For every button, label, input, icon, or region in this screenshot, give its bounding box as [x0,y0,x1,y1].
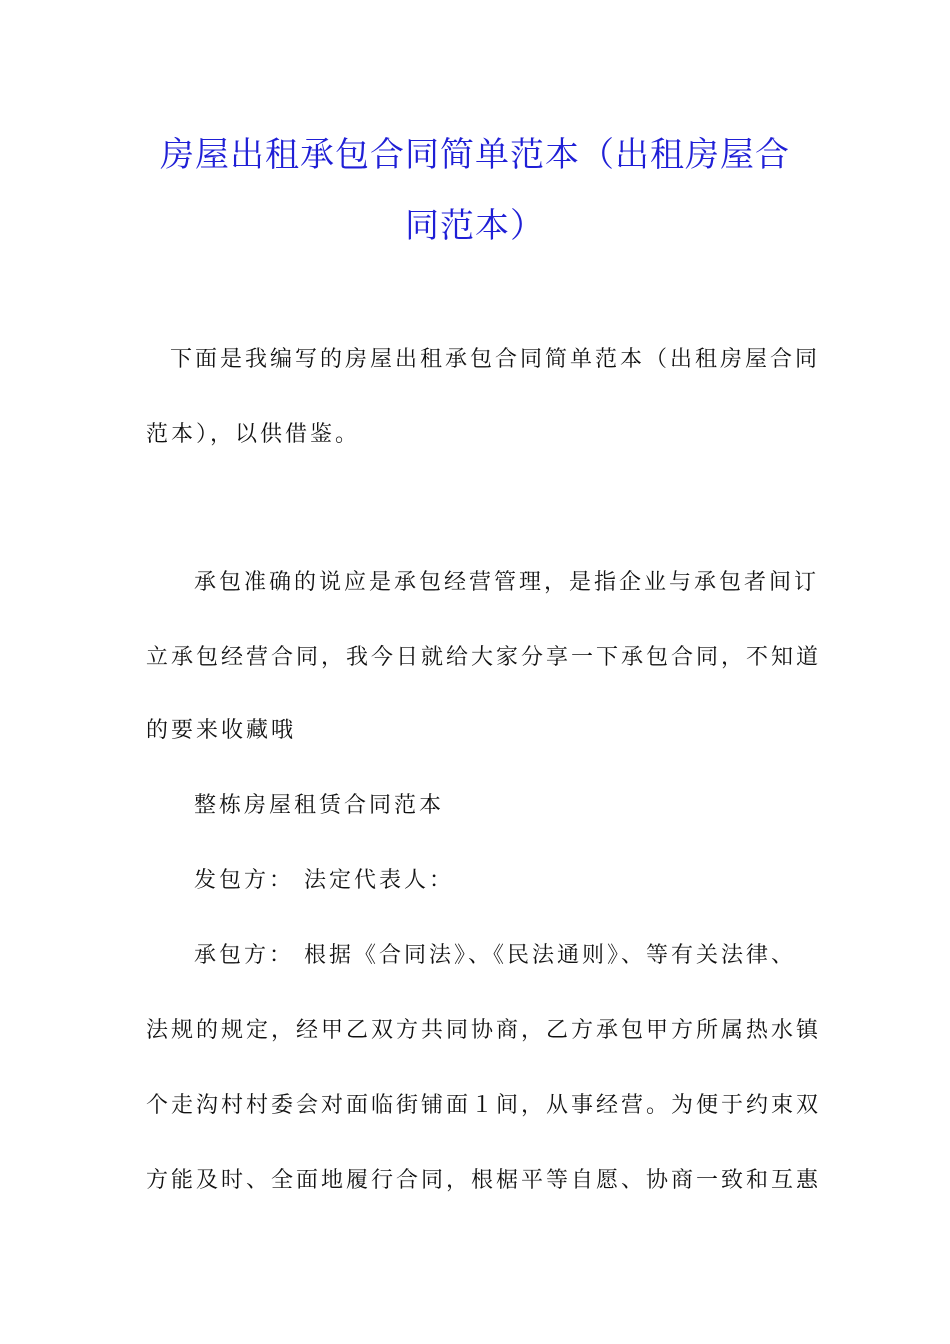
contractor-line-2: 法规的规定，经甲乙双方共同协商，乙方承包甲方所属热水镇 [146,1018,822,1043]
contractor-line-1: 承包方： 根据《合同法》、《民法通则》、等有关法律、 [194,943,796,968]
body-line-1: 承包准确的说应是承包经营管理，是指企业与承包者间订 [194,570,820,595]
contract-heading: 整栋房屋租赁合同范本 [194,793,445,818]
document-title-line-1: 房屋出租承包合同简单范本（出租房屋合 [160,135,790,175]
contractor-line-4: 方能及时、全面地履行合同，根椐平等自愿、协商一致和互惠 [146,1168,822,1193]
intro-line-1: 下面是我编写的房屋出租承包合同简单范本（出租房屋合同 [170,347,821,372]
body-line-2: 立承包经营合同，我今日就给大家分享一下承包合同，不知道 [146,645,822,670]
body-line-3: 的要来收藏哦 [146,718,297,743]
intro-line-2: 范本），以供借鉴。 [146,422,361,447]
issuer-line: 发包方： 法定代表人： [194,868,454,893]
contractor-line-3: 个走沟村村委会对面临街铺面１间，从事经营。为便于约束双 [146,1093,822,1118]
document-title-line-2: 同范本） [405,206,545,246]
